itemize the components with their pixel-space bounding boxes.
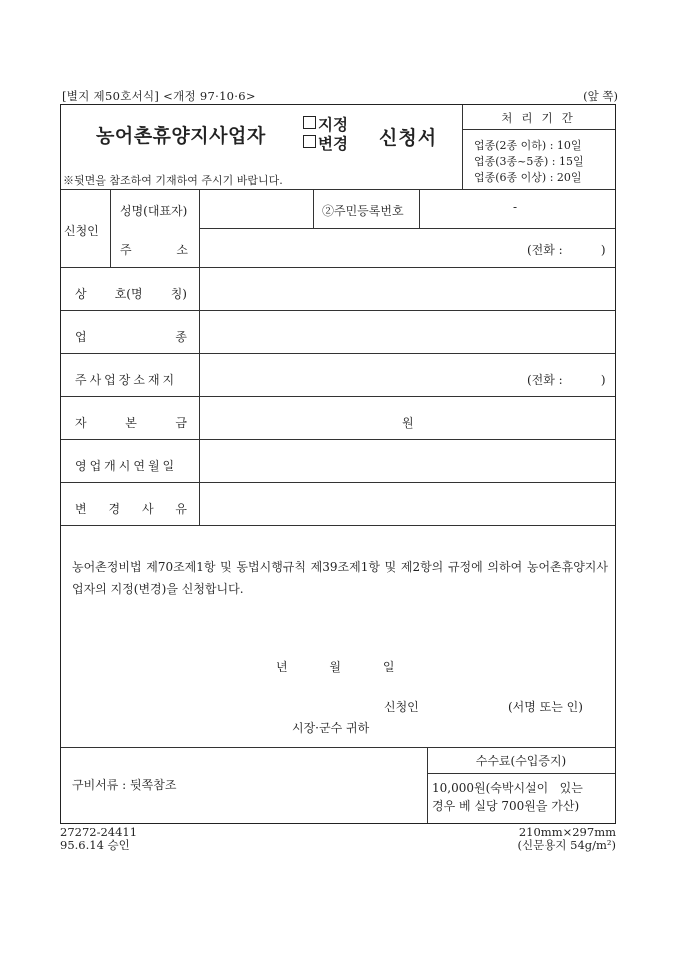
id-number-field[interactable] (420, 190, 615, 226)
rule-capital (61, 439, 615, 440)
paper-size: 210mm×297mm (518, 825, 616, 839)
business-type-field[interactable] (200, 313, 615, 353)
address-label: 주 소 (120, 243, 188, 257)
applicant-group-label: 신청인 (64, 224, 99, 238)
rule-start (61, 482, 615, 483)
name-label: 성명(대표자) (120, 204, 188, 218)
rule-business (61, 353, 615, 354)
rule-trade (61, 310, 615, 311)
trade-name-field[interactable] (200, 270, 615, 310)
id-separator: - (513, 200, 518, 214)
form-reference: [별지 제50호서식] <개정 97·10·6> (62, 89, 256, 103)
addressee: 시장·군수 귀하 (292, 721, 370, 735)
page-side: (앞 쪽) (583, 89, 618, 103)
capital-label: 자 본 금 (75, 416, 187, 430)
option-change-label: 변경 (318, 134, 348, 153)
processing-item: 업종(2종 이하) : 10일 (474, 139, 582, 152)
form-title-suffix: 신청서 (379, 127, 438, 149)
rule-applicant-group (110, 189, 111, 267)
rule-fee (427, 773, 615, 774)
application-date: 년 월 일 (276, 660, 395, 674)
id-number-label: ②주민등록번호 (322, 204, 404, 218)
signature-note: (서명 또는 인) (508, 700, 583, 714)
rule-reason (61, 525, 615, 526)
rule-period-divider (462, 105, 463, 189)
approval-date: 95.6.14 승인 (60, 838, 130, 852)
rule-statement (61, 747, 615, 748)
processing-item: 업종(3종~5종) : 15일 (474, 155, 584, 168)
processing-period-title: 처리기간 (501, 111, 582, 125)
form-title: 농어촌휴양지사업자 (96, 125, 266, 147)
option-change[interactable] (303, 134, 348, 153)
title-options (303, 115, 348, 153)
rule-office (61, 396, 615, 397)
start-date-field[interactable] (200, 442, 615, 482)
processing-item: 업종(6종 이상) : 20일 (474, 171, 582, 184)
applicant-signature-label: 신청인 (384, 700, 419, 714)
trade-name-label: 상 호(명 칭) (75, 287, 187, 301)
capital-unit: 원 (402, 416, 414, 430)
fee-line-2: 경우 베 실당 700원을 가산) (432, 799, 580, 813)
main-office-label: 주사업장소재지 (75, 373, 178, 387)
option-designate[interactable] (303, 115, 348, 134)
option-designate-label: 지정 (318, 115, 348, 134)
form-code: 27272-24411 (60, 825, 138, 839)
application-statement: 농어촌정비법 제70조제1항 및 동법시행규칙 제39조제1항 및 제2항의 규정에 의하여 농어촌휴양지사업자의 지정(변경)을 신청합니다. (72, 560, 608, 596)
reference-note: ※뒷면을 참조하여 기재하여 주시기 바랍니다. (63, 174, 283, 187)
change-reason-field[interactable] (200, 485, 615, 525)
business-type-label: 업 종 (75, 330, 187, 344)
rule-id-label-left (313, 189, 314, 228)
fee-title: 수수료(수입증지) (475, 754, 567, 768)
start-date-label: 영업개시연월일 (75, 459, 178, 473)
paper-type: (신문용지 54g/m²) (517, 838, 616, 852)
main-office-phone: (전화 : ) (527, 373, 606, 387)
checkbox-designate[interactable] (303, 116, 316, 129)
rule-address (61, 267, 615, 268)
name-field[interactable] (200, 190, 311, 226)
rule-period-title (462, 129, 615, 130)
checkbox-change[interactable] (303, 135, 316, 148)
change-reason-label: 변 경 사 유 (75, 502, 187, 516)
address-phone: (전화 : ) (527, 243, 606, 257)
required-documents: 구비서류 : 뒷쪽참조 (72, 778, 177, 792)
fee-line-1: 10,000원(숙박시설이 있는 (432, 781, 583, 795)
